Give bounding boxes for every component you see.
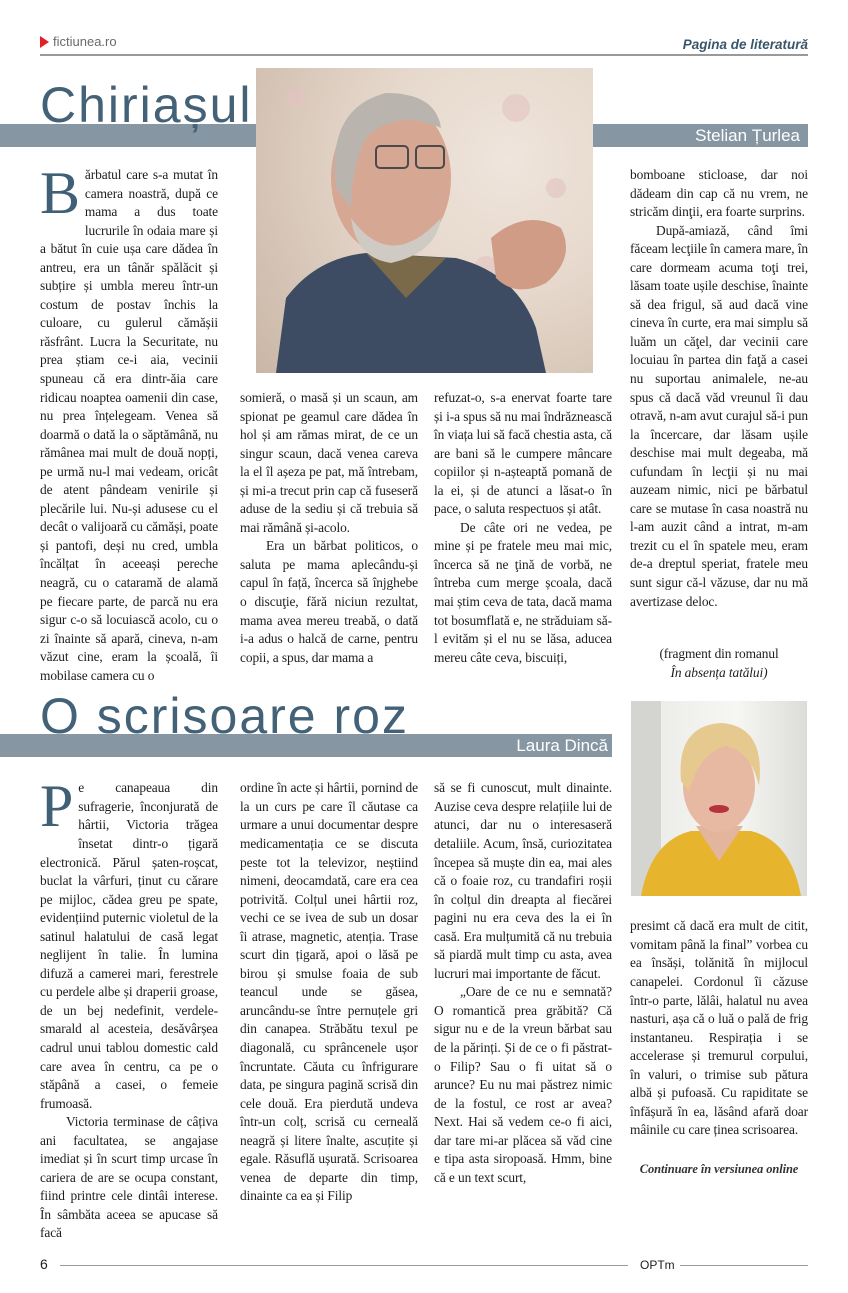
continuation-link[interactable]: Continuare în versiunea online — [639, 1161, 799, 1176]
book-title: În absența tatălui) — [670, 664, 768, 680]
site-header — [40, 34, 117, 49]
paragraph: somieră, o masă și un scaun, am spionat pe geamul care dădea în hol și am rămas mirat, de ce un singur scaun, dacă venea careva la el îl așeza pe pat, mă întrebam, și mi-a trecut prin cap că fuseseră aduse de la sediu și că trebuia să mai rămână și-acolo. — [240, 390, 418, 535]
article-title: Chiriașul — [40, 77, 253, 133]
paragraph: După-amiază, când îmi făceam lecţiile în camera mare, în care dormeam acuma toţi trei, lăsam toate ușile deschise, înainte să dea frigul, să aud dacă vine cineva în curte, era mai simplu să luăm un căţel, dar vecinii care locuiau în partea din faţă a casei nu suportau animalele, ne-au spus că dacă văd vreunul îi dau otravă, n-am avut curajul să-i pun la încercare, dar lăsam ușile deschise mai mult degeaba, mă cufundam în lecţii și nu mai auzeam nimic, nici pe bărbatul care se mutase în casa noastră nu l-am auzit când a intrat, m-am trezit cu el în spatele meu, eram de-a dreptul speriat, fratele meu sunt sigur că-l văzuse, dar nu mă avertizase deloc. — [630, 222, 809, 609]
article2-columns — [0, 773, 848, 1243]
article-chiriasul — [0, 68, 848, 685]
book-caption — [630, 645, 808, 682]
paragraph: „Oare de ce nu e semnată? O romantică prea grăbită? Că sigur nu e de la vreun bărbat sau de la părinți. Și de ce o fi păstrat-o Filip? Sau o fi uitat să o arunce? Eu nu mai păstrez nimic de la fostul, ce rost ar avea? Next. Hai să vedem ce-o fi aici, dar tare mi-ar plăcea să văd cine e tipa asta siropoasă. Hmm, bine că e un text scurt, — [434, 984, 612, 1185]
site-name[interactable]: fictiunea.ro — [53, 34, 117, 49]
paragraph: să se fi cunoscut, mult dinainte. Auzise ceva despre relațiile lui de atunci, dar nu o interesaseră detaliile. Acum, însă, curiozitatea începea să muște din ea, mai ales că o foaie roz, cu trandafiri roșii în colțul din dreapta al fiecărei pagini nu era ceva des la ei în casă. Era mulțumită că nu trebuia să piardă mult timp cu asta, avea lucruri mai importante de făcut. — [434, 780, 612, 981]
paragraph: ordine în acte și hârtii, pornind de la un curs pe care îl căutase ca urmare a unui documentar despre medicamentația ce se discuta peste tot la televizor, neștiind nimeni, deocamdată, care era cea potrivită. Colțul unei hârtii roz, vechi ce se ivea de sub un dosar îi atrase, magnetic, atenția. Trase scurt din țigară, apoi o lăsă pe birou și smulse foaia de sub teancul unde se găsea, aruncându-se între pernuțele gri din canapea. Străbătu texul pe diagonală, cu sprâncenele ușor încruntate. Căuta cu înfrigurare data, pe singura pagină scrisă din cele două. Era pierdută undeva într-un colț, scrisă cu cerneală neagră și litere înalte, ascuțite și egale. Răsuflă ușurată. Scrisoarea venea de departe din timp, dinainte ca ea și Filip — [240, 780, 418, 1204]
article-o-scrisoare-roz — [0, 688, 848, 1243]
footer-divider — [60, 1265, 628, 1266]
article2-column-3 — [434, 779, 612, 1187]
article1-columns — [0, 160, 848, 685]
drop-cap: B — [40, 160, 80, 226]
article-author: Stelian Țurlea — [695, 126, 800, 145]
article2-column-4 — [630, 779, 808, 1178]
arrow-icon — [40, 36, 49, 48]
article1-column-3 — [434, 166, 612, 667]
footer-divider — [680, 1265, 808, 1266]
paragraph: presimt că dacă era mult de citit, vomitam până la final” vorbea cu ea însăși, tolănită în mijlocul canapelei. Cordonul îi căzuse într-o parte, lălâi, halatul nu avea nasturi, așa că o luă o pală de frig instantaneu. Respirația i se accelerase și tremurul corpului, în valuri, o trimise sub pătura albă și pufoasă. Cu rapiditate se înfășură în ea, lăsând afară doar mâinile cu care ținea scrisoarea. — [630, 918, 808, 1138]
paragraph: Victoria terminase de câțiva ani facultatea, se angajase imediat și în scurt timp urcase în cariera de are se ocupa constant, fiind printre cele dintâi interese. În sâmbăta aceea se apucase să facă — [40, 1114, 218, 1241]
section-title: Pagina de literatură — [682, 37, 808, 52]
page-header — [0, 0, 848, 68]
paragraph: Era un bărbat politicos, o saluta pe mama aplecându-și capul în față, încerca să înjghebe o discuţie, fără niciun rezultat, mama avea mereu treabă, o dată i-a adus o halcă de carne, pentru copii, a spus, dar mama a — [240, 538, 418, 665]
header-divider — [40, 54, 808, 56]
paragraph: bomboane sticloase, dar noi dădeam din cap că nu vrem, ne stricăm dinţii, era foarte surprins. — [630, 167, 808, 220]
caption-line: (fragment din romanul — [659, 646, 779, 662]
paragraph: ărbatul care s-a mutat în camera noastră, după ce mama a dus toate lucrurile în odaia mare și a bătut în cuie ușa care dădea în antreu, era un tânăr spălăcit și subțire și umbla mereu într-un costum de postav închis la culoare, cu gulerul cămășii răsfrânt. Lucra la Securitate, nu prea știam ce-i aia, vecinii spuneau că era dintr-ăia care ridicau noaptea oamenii din case, nu prea înțelegeam. Venea să doarmă o dată la o săptămână, nu rămânea mai mult de două nopți, pe urmă nu-l mai vedeam, oricât de atent pândeam venirile și plecările lui. Nu-și adusese cu el decât o valijoară cu cămăși, poate și pantofi, deși nu cred, umbla încălțat în aceeași pereche neagră, cu o cataramă de alamă pe fiecare parte, de parcă nu era sigur c-o să locuiască acolo, cu o zi înainte să apară, cineva, n-am văzut cine, eram la școală, îi mobilase camera cu o — [40, 167, 218, 683]
article1-column-1 — [40, 160, 218, 685]
drop-cap: P — [40, 773, 74, 840]
page-number: 6 — [40, 1255, 48, 1272]
article-author: Laura Dincă — [516, 736, 608, 756]
page-footer — [0, 1253, 848, 1293]
magazine-name: OPTm — [640, 1257, 675, 1272]
paragraph: e canapeaua din sufragerie, înconjurată de hârtii, Victoria trăgea însetat dintr-o țigară electronică. Părul șaten-roșcat, buclat la vârfuri, ținut cu cărare pe mijloc, cădea greu pe spate, evidențiind puternic violetul de la satinul halatului de casă legat neglijent în talie. În lumina difuză a camerei mari, ferestrele cu perdele albe și draperii groase, de un bej nedefinit, verdele-smarald al acesteia, desăvârșea cadrul unui tablou domestic cald care avea în centru, ca pe o stăpână a casei, o femeie frumoasă. — [40, 780, 218, 1111]
article2-column-1 — [40, 773, 218, 1243]
article1-column-2 — [240, 166, 418, 667]
article1-column-4 — [630, 166, 808, 682]
article-title: O scrisoare roz — [40, 688, 409, 745]
paragraph: refuzat-o, s-a enervat foarte tare și i-a spus să nu mai îndrăznească în viața lui să facă chestia asta, că are bani să le cumpere mâncare copiilor și n-așteaptă pomană de la ei, și de atunci a lăsat-o în pace, o saluta respectuos și atât. — [434, 390, 612, 517]
paragraph: De câte ori ne vedea, pe mine și pe fratele meu mai mic, încerca să ne ţină de vorbă, ne întreba cum merge școala, dacă mai știm ceva de tata, dacă mama tot bosumflată e, ne străduiam să-l evităm și el nu se lăsa, aducea mereu câte ceva, biscuiți, — [434, 519, 612, 665]
article2-column-2 — [240, 779, 418, 1206]
